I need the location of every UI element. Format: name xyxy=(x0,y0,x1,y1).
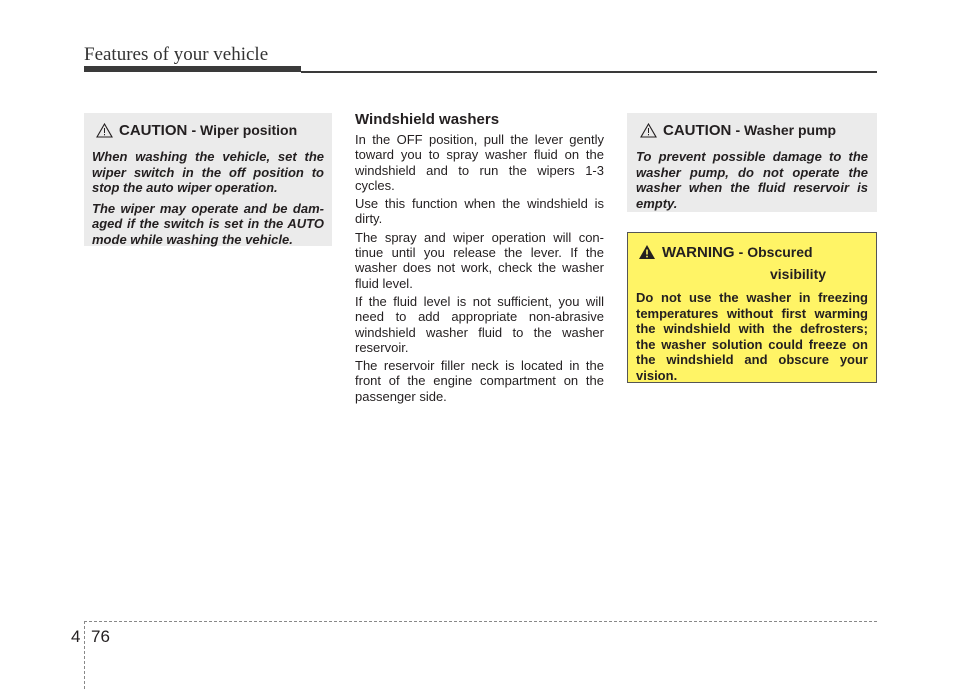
body-paragraph: The reservoir filler neck is located in the front of the engine compartment on the passenger side. xyxy=(355,358,604,404)
body-paragraph: In the OFF position, pull the lever gently toward you to spray washer fluid on the windshield and to run the wipers 1-3 cycles. xyxy=(355,132,604,193)
warning-box-obscured-visibility xyxy=(627,232,877,383)
body-paragraph: If the fluid level is not sufficient, you will need to add appropriate non-abrasive windshield washer fluid to the washer reservoir. xyxy=(355,293,604,355)
caution-label: CAUTION xyxy=(119,122,188,139)
warning-body: Do not use the washer in freezing temperatures without first warming the windshield with the defrosters; the washer solution could freeze on the windshield and obscure your vision. xyxy=(636,290,868,383)
footer-divider xyxy=(84,621,85,689)
caution-paragraph: To prevent possible damage to the washer pump, do not operate the washer when the fluid reservoir is empty. xyxy=(636,149,868,211)
footer-rule xyxy=(84,621,877,622)
caution-subtitle: - Wiper position xyxy=(191,122,298,138)
caution-triangle-icon xyxy=(640,123,657,143)
warning-heading-line2 xyxy=(636,265,868,284)
section-heading: Windshield washers xyxy=(355,111,500,128)
caution-paragraph: The wiper may operate and be dam- aged if the switch is set in the AUTO mode while washing the vehicle. xyxy=(92,200,324,247)
body-paragraph: The spray and wiper operation will con- tinue until you release the lever. If the washer does not work, check the washer fluid level. xyxy=(355,229,604,291)
caution-box-washer-pump xyxy=(627,113,877,212)
caution-box-wiper-position xyxy=(84,113,332,246)
caution-paragraph: When washing the vehicle, set the wiper switch in the off position to stop the auto wiper operation. xyxy=(92,149,324,195)
warning-subtitle-continued: visibility xyxy=(770,266,827,282)
caution-triangle-icon xyxy=(96,123,113,143)
body-paragraph: Use this function when the windshield is dirty. xyxy=(355,196,604,227)
warning-subtitle: - Obscured xyxy=(738,244,813,260)
caution-subtitle: - Washer pump xyxy=(735,122,837,138)
windshield-washers-section xyxy=(355,111,604,407)
warning-label: WARNING xyxy=(662,244,735,261)
warning-heading xyxy=(636,243,868,265)
warning-triangle-icon xyxy=(638,244,656,265)
header-rule-thin xyxy=(301,71,877,73)
caution-label: CAUTION xyxy=(663,122,732,139)
caution-heading xyxy=(636,121,868,143)
header-rule-thick xyxy=(84,66,301,72)
caution-heading xyxy=(92,121,324,143)
page-number: 76 xyxy=(91,627,110,646)
page-header-title: Features of your vehicle xyxy=(84,44,269,65)
chapter-number: 4 xyxy=(71,627,81,646)
